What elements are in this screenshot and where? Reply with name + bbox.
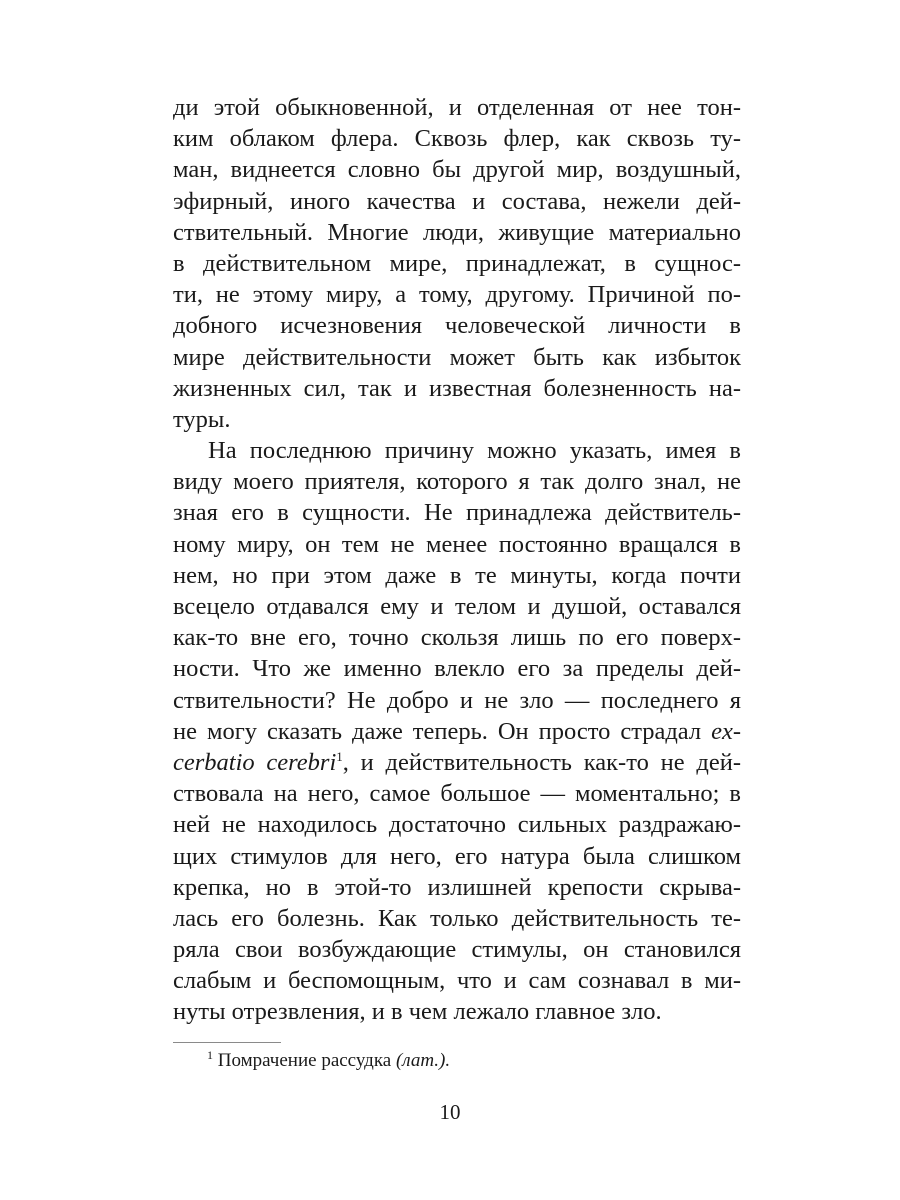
footnote-divider	[173, 1042, 281, 1043]
text-line: жизненных сил, так и известная болезненность на-	[173, 374, 741, 402]
text-line: ствовала на него, самое большое — моментально; в	[173, 780, 741, 808]
text-line: зная его в сущности. Не принадлежа действитель-	[173, 499, 741, 527]
text-line-rest: , и действительность как-то не дей-	[342, 748, 741, 776]
text-line: нуты отрезвления, и в чем лежало главное зло.	[173, 998, 662, 1026]
text-line: ствительности? Не добро и не зло — последнего я	[173, 686, 741, 714]
page-text	[173, 92, 741, 1028]
text-line: ности. Что же именно влекло его за пределы дей-	[173, 655, 741, 683]
text-line: ти, не этому миру, а тому, другому. Причиной по-	[173, 281, 741, 309]
text-line: ряла свои возбуждающие стимулы, он становился	[173, 936, 741, 964]
text-line: мире действительности может быть как избыток	[173, 343, 741, 371]
text-line: лась его болезнь. Как только действительность те-	[173, 904, 741, 932]
text-line: крепка, но в этой-то излишней крепости скрыва-	[173, 873, 741, 901]
text-line: На последнюю причину можно указать, имея в	[208, 437, 741, 465]
footnote	[207, 1049, 450, 1073]
text-line: ман, виднеется словно бы другой мир, воздушный,	[173, 156, 741, 184]
text-line	[173, 716, 741, 747]
page-number: 10	[439, 1100, 461, 1124]
text-line: ней не находилось достаточно сильных раздражаю-	[173, 811, 741, 839]
footnote-text: Помрачение рассудка	[217, 1050, 392, 1071]
text-line	[173, 747, 741, 778]
text-line: всецело отдавался ему и телом и душой, оставался	[173, 593, 741, 620]
footnote-language-note: (лат.).	[395, 1050, 451, 1071]
text-line: ким облаком флера. Сквозь флер, как сквозь ту-	[173, 125, 741, 153]
text-line: виду моего приятеля, которого я так долго знал, не	[173, 468, 741, 496]
text-line: эфирный, иного качества и состава, нежели дей-	[173, 187, 741, 215]
text-line: ствительный. Многие люди, живущие материально	[173, 218, 741, 246]
text-line: добного исчезновения человеческой личности в	[173, 312, 741, 340]
text-line: нем, но при этом даже в те минуты, когда почти	[173, 561, 741, 589]
text-line: ди этой обыкновенной, и отделенная от нее тон-	[173, 94, 741, 121]
latin-term: cerbatio cerebri	[173, 748, 337, 776]
text-line-start: не могу сказать даже теперь. Он просто страдал	[173, 717, 702, 745]
footnote-reference[interactable]: 1	[336, 748, 343, 764]
text-line: туры.	[173, 405, 231, 433]
text-line: слабым и беспомощным, что и сам сознавал в ми-	[173, 967, 741, 995]
text-line: в действительном мире, принадлежат, в сущнос-	[173, 249, 741, 277]
footnote-marker: 1	[207, 1048, 213, 1062]
text-line: щих стимулов для него, его натура была слишком	[173, 842, 741, 870]
text-line: как-то вне его, точно скользя лишь по его поверх-	[173, 624, 741, 652]
latin-term-start: ex-	[711, 717, 742, 745]
text-line: ному миру, он тем не менее постоянно вращался в	[173, 530, 741, 558]
